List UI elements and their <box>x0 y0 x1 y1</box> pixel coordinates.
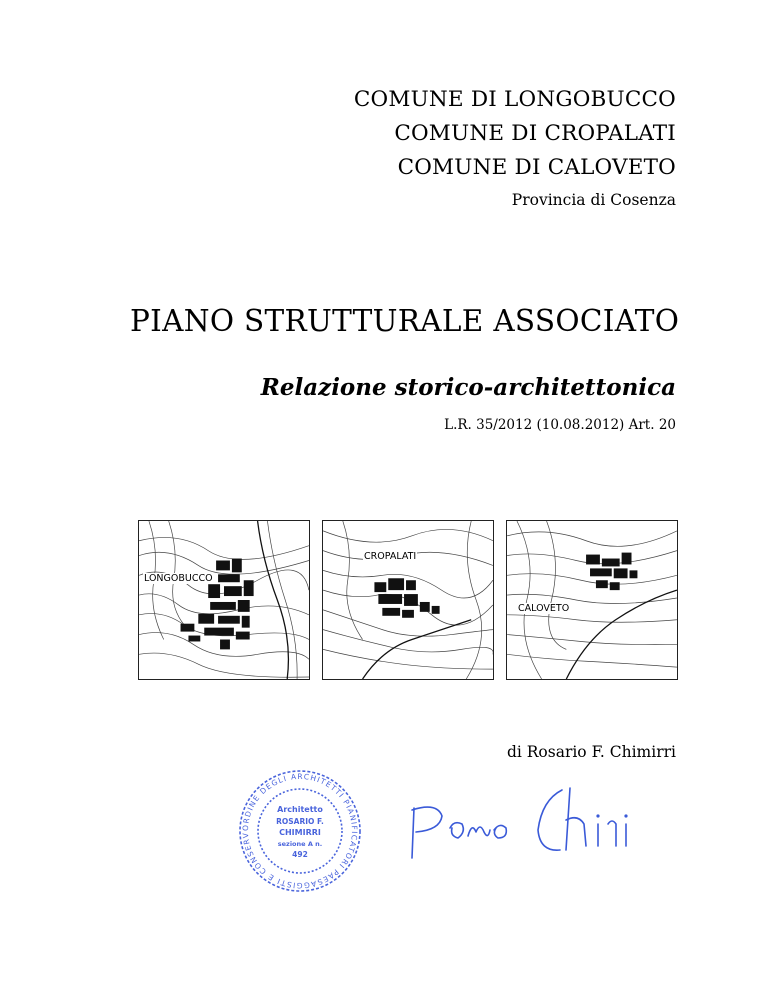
document-title: PIANO STRUTTURALE ASSOCIATO <box>130 304 680 338</box>
svg-text:Architetto: Architetto <box>277 805 323 814</box>
map-caloveto <box>506 520 678 680</box>
map-strip <box>138 520 678 680</box>
map-label-cropalati: CROPALATI <box>364 551 417 562</box>
provincia: Provincia di Cosenza <box>511 191 676 209</box>
signature <box>402 780 692 870</box>
document-subtitle: Relazione storico-architettonica <box>260 374 676 401</box>
svg-text:CHIMIRRI: CHIMIRRI <box>279 828 321 837</box>
map-label-caloveto: CALOVETO <box>518 603 570 614</box>
svg-text:492: 492 <box>292 850 308 859</box>
map-longobucco <box>138 520 310 680</box>
map-cropalati-topo <box>323 521 493 679</box>
map-label-longobucco: LONGOBUCCO <box>144 573 213 584</box>
comune-caloveto: COMUNE DI CALOVETO <box>397 155 676 180</box>
map-cropalati <box>322 520 494 680</box>
comune-cropalati: COMUNE DI CROPALATI <box>394 121 676 146</box>
svg-text:sezione A n.: sezione A n. <box>277 840 323 848</box>
legal-reference: L.R. 35/2012 (10.08.2012) Art. 20 <box>444 417 676 433</box>
comune-longobucco: COMUNE DI LONGOBUCCO <box>353 87 676 112</box>
stamp-seal-graphic <box>234 768 366 894</box>
author-credit: di Rosario F. Chimirri <box>506 743 676 761</box>
header-block <box>354 83 676 213</box>
svg-text:ORDINE DEGLI ARCHITETTI PIANIF: ORDINE DEGLI ARCHITETTI PIANIFICATORI PAESAGGISTI E CONSERV <box>240 771 360 891</box>
map-caloveto-topo <box>507 521 677 679</box>
architect-stamp <box>234 768 366 894</box>
signature-graphic <box>402 780 692 870</box>
map-longobucco-topo <box>139 521 309 679</box>
svg-text:ROSARIO F.: ROSARIO F. <box>276 817 324 826</box>
